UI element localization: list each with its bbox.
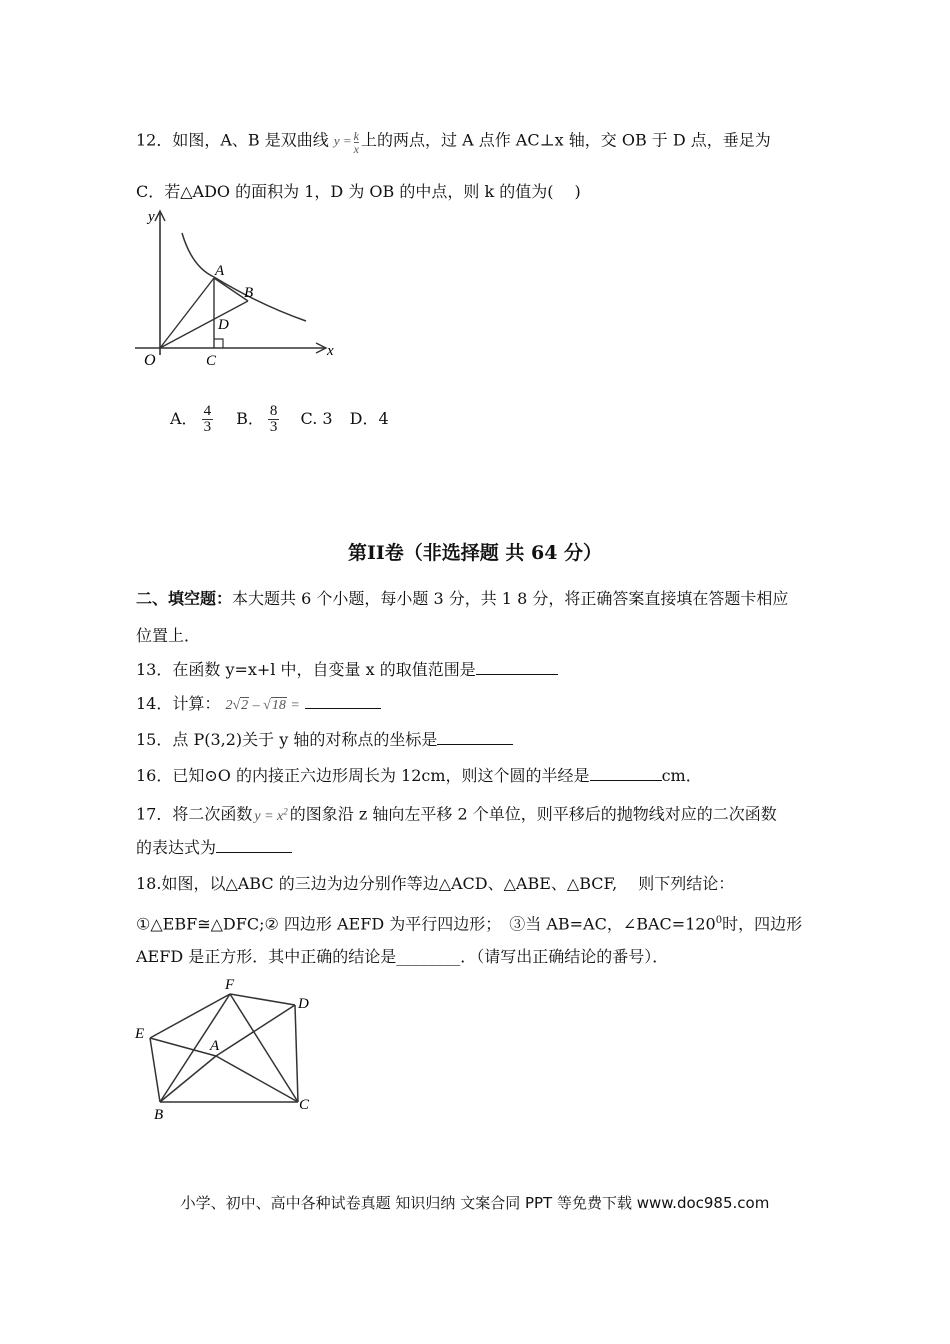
q16: 16．已知⊙O 的内接正六边形周长为 12cm，则这个圆的半经是 cm．	[136, 766, 702, 785]
choice-a-fraction: $\frac{4}{3}$	[203, 403, 212, 435]
q18-line1: 18.如图，以△ABC 的三边为边分别作等边△ACD、△ABE、△BCF, 则下列结论：	[136, 874, 735, 893]
fig12-label-B: B	[244, 285, 254, 301]
fig12-label-O: O	[144, 352, 156, 369]
choice-b-fraction: $\frac{8}{3}$	[269, 403, 278, 435]
q12-text-pre: 12．如图，A、B 是双曲线	[136, 130, 329, 150]
section-heading: 第II卷（非选择题 共 64 分）	[347, 542, 603, 564]
fig12-label-D: D	[218, 317, 229, 333]
q12-text-post: 上的两点，过 A 点作 AC⊥x 轴，交 OB 于 D 点，垂足为	[360, 130, 771, 150]
q17-formula: $y = x^2$	[254, 806, 288, 824]
fig18-label-D: D	[298, 996, 309, 1012]
fig12-label-y: y	[148, 209, 155, 225]
q13: 13．在函数 y=x+l 中，自变量 x 的取值范围是	[136, 660, 558, 680]
fig12-label-x: x	[327, 343, 334, 359]
q16-answer-blank	[590, 766, 662, 781]
fig18-label-C: C	[299, 1097, 310, 1113]
q18-line3: AEFD 是正方形．其中正确的结论是________．（请写出正确结论的番号）．	[136, 947, 669, 966]
q17-answer-blank	[216, 838, 292, 853]
choice-a-label: A．	[170, 409, 198, 428]
fig12-label-A: A	[215, 263, 225, 279]
q12-formula: y = $\frac{k}{x}$	[333, 129, 359, 156]
q17-line1: 17．将二次函数 $y = x^2$ 的图象沿 z 轴向左平移 2 个单位，则平移后的抛物线对应的二次函数	[136, 804, 777, 824]
q12-line2: C．若△ADO 的面积为 1，D 为 OB 的中点，则 k 的值为( )	[136, 182, 581, 201]
page-footer: 小学、初中、高中各种试卷真题 知识归纳 文案合同 PPT 等免费下载 www.doc985.com	[180, 1194, 770, 1212]
q18-line2: ①△EBF≅△DFC;② 四边形 AEFD 为平行四边形； ③当 AB=AC，$\angle BAC=120^0$时，四边形	[136, 914, 803, 934]
q12-choices	[170, 404, 389, 435]
q14-answer-blank	[305, 694, 381, 709]
q15-answer-blank	[437, 730, 513, 745]
section2-intro-line1: 二、填空题：本大题共 6 个小题，每小题 3 分，共 1 8 分，将正确答案直接填在答题卡相应	[136, 589, 789, 608]
fig18-label-B: B	[154, 1107, 164, 1123]
q12-line1	[136, 130, 771, 155]
section2-title: 二、填空题：	[136, 589, 233, 608]
fig12-label-C: C	[206, 353, 217, 369]
q14: 14．计算： 2√2 – √18 =	[136, 694, 381, 716]
q13-answer-blank	[476, 660, 558, 675]
section2-intro-line2: 位置上．	[136, 626, 201, 645]
q15: 15．点 P(3,2)关于 y 轴的对称点的坐标是	[136, 730, 513, 750]
fig18-label-F: F	[225, 977, 235, 993]
choice-c: C. 3	[300, 409, 333, 428]
choice-d: D．4	[349, 409, 389, 428]
q17-line2: 的表达式为	[136, 838, 292, 858]
q18-figure	[130, 970, 330, 1125]
fig18-label-A: A	[210, 1038, 220, 1054]
fig18-label-E: E	[135, 1026, 145, 1042]
choice-b-label: B．	[236, 409, 264, 428]
q12-figure	[130, 205, 345, 375]
q14-expression: 2√2 – √18 =	[225, 698, 300, 713]
